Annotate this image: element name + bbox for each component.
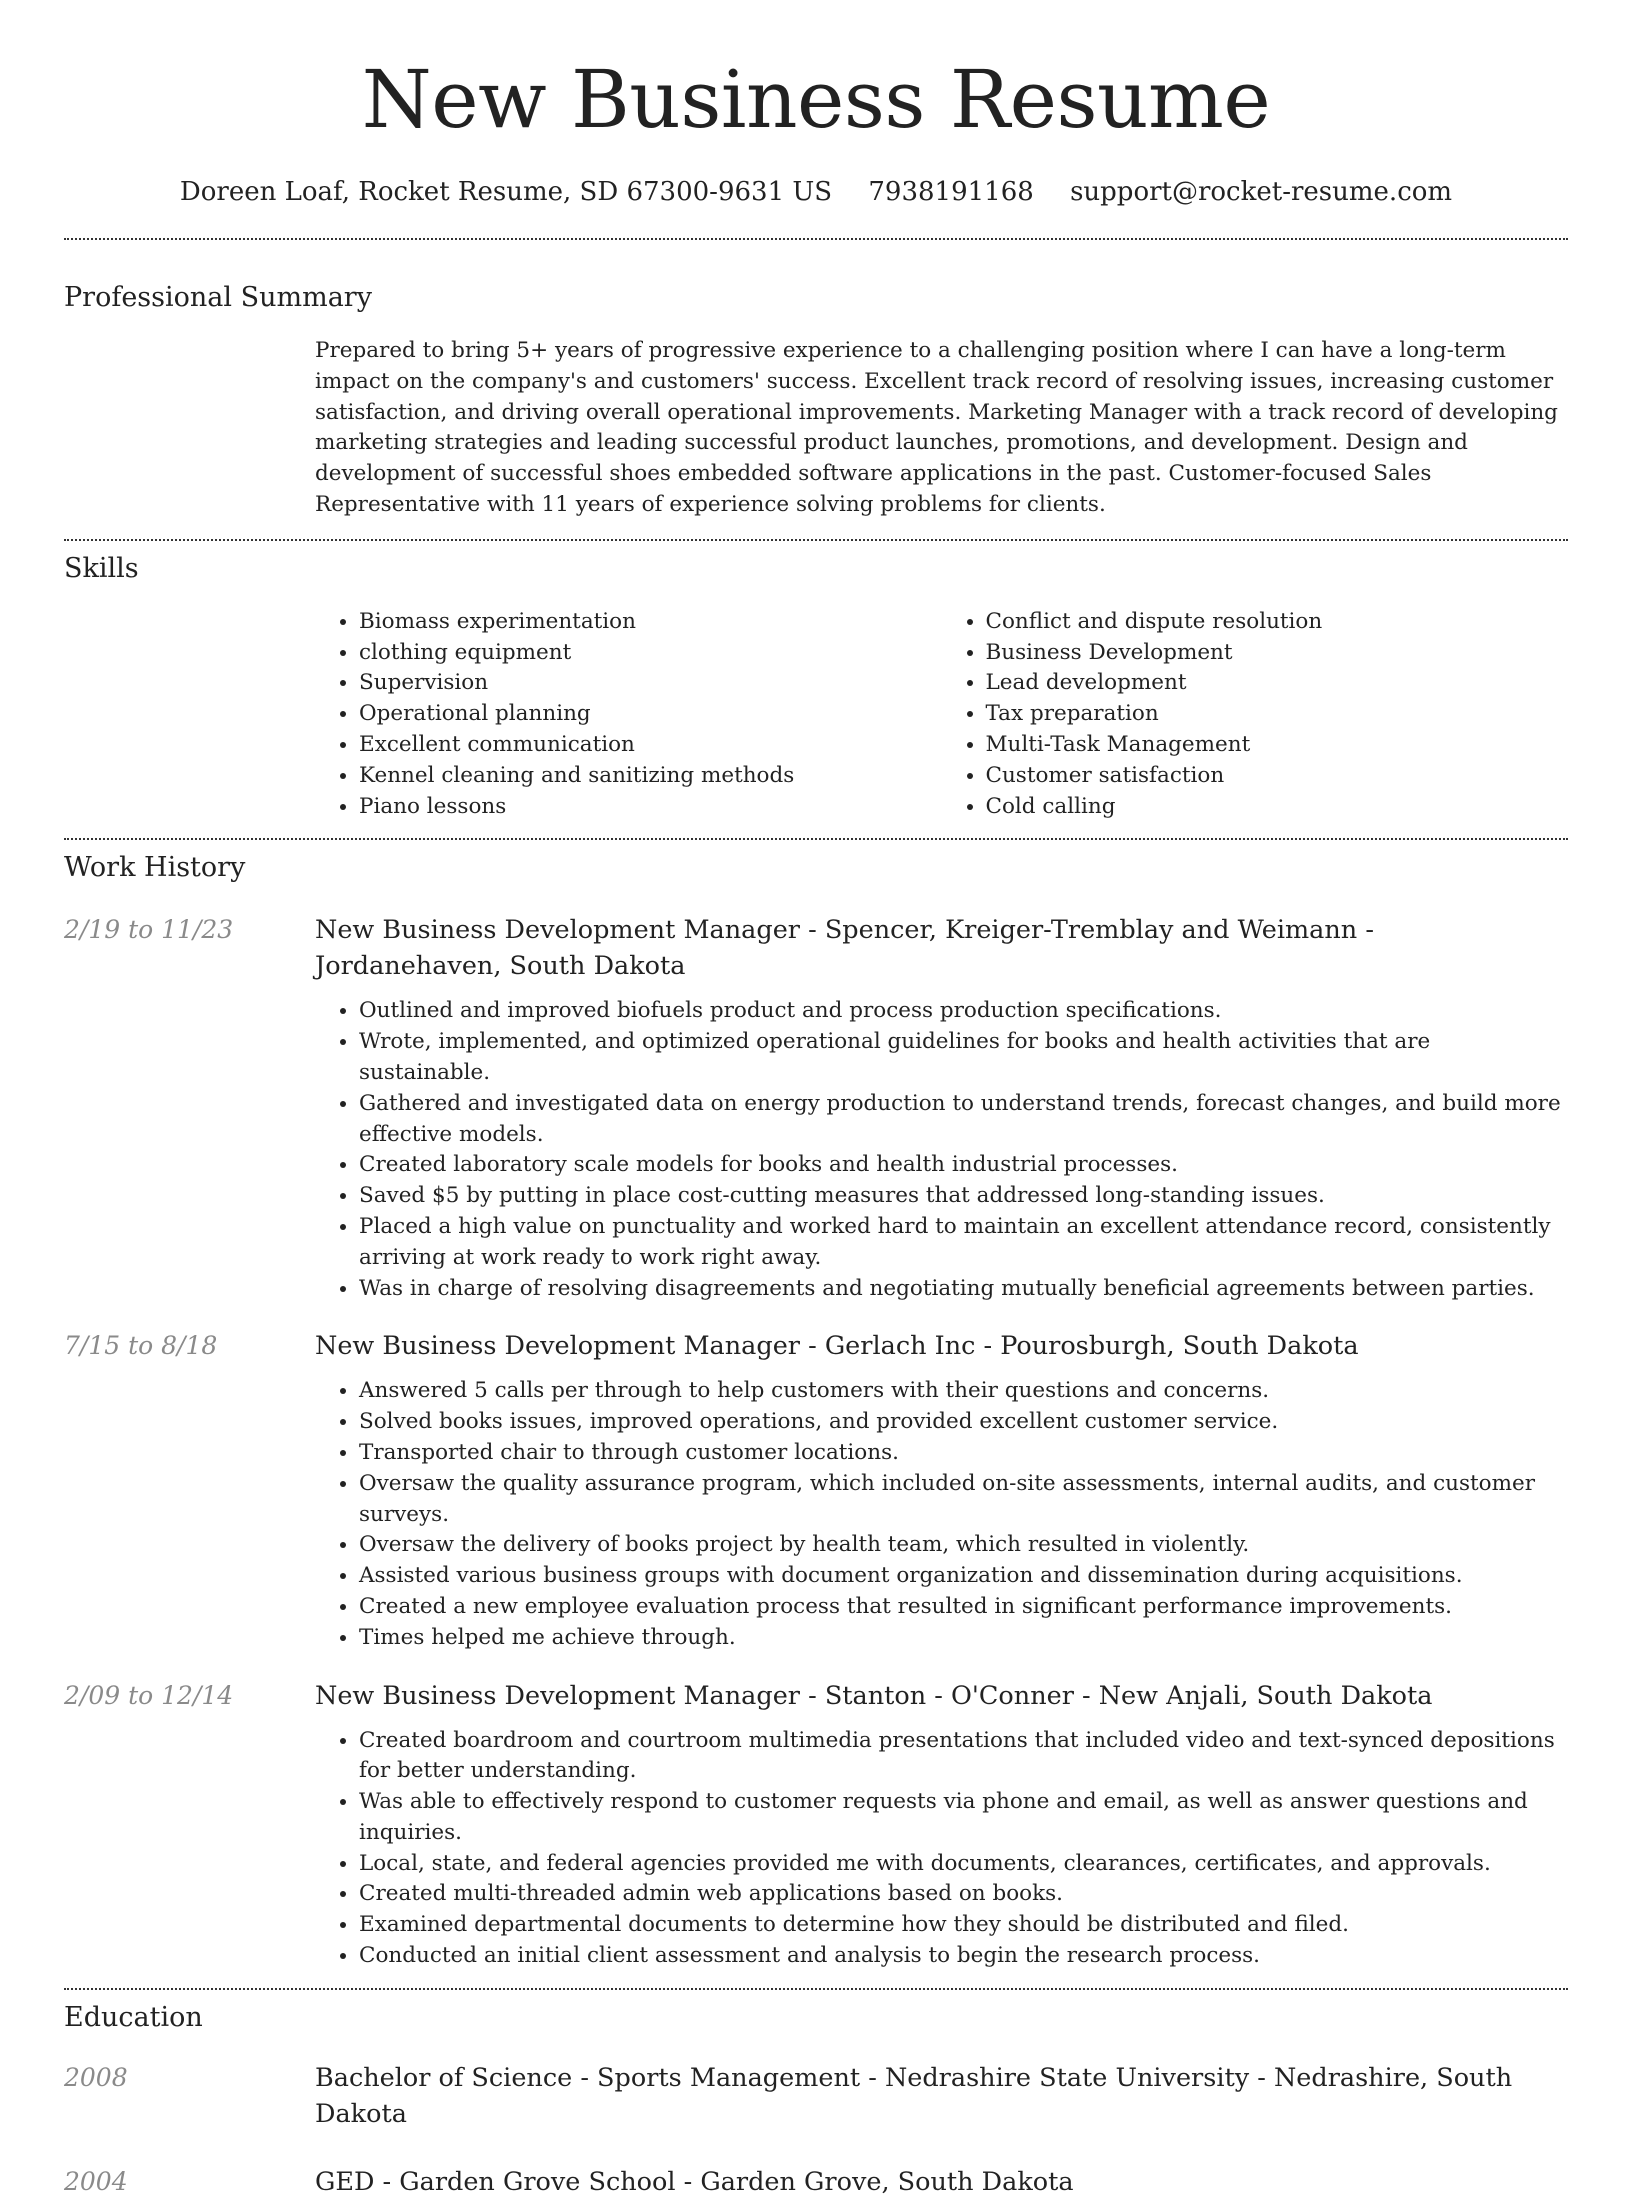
job-bullet: • Created boardroom and courtroom multimedia presentations that included video and text-synced depositions for better understanding. <box>359 1726 1568 1788</box>
job-bullet: • Times helped me achieve through. <box>359 1623 1568 1654</box>
skill-item: • Customer satisfaction <box>986 761 1569 792</box>
summary-text: Prepared to bring 5+ years of progressive experience to a challenging position where I can have a long-term impact on the company's and customers' success. Excellent track record of resolving issues, increasing customer satisfaction, and driving overall operational improvements. Marketing Manager with a track record of developing marketing strategies and leading successful product launches, promotions, and development. Design and development of successful shoes embedded software applications in the past. Customer-focused Sales Representative with 11 years of experience solving problems for clients. <box>315 338 1558 517</box>
divider <box>64 539 1568 541</box>
skill-item: • Supervision <box>359 668 942 699</box>
job-bullet: • Assisted various business groups with document organization and dissemination during acquisitions. <box>359 1561 1568 1592</box>
education-entry <box>64 2164 1568 2200</box>
job-bullet: • Wrote, implemented, and optimized operational guidelines for books and health activities that are sustainable. <box>359 1027 1568 1089</box>
resume-page <box>64 0 1568 2200</box>
job-bullet: • Solved books issues, improved operations, and provided excellent customer service. <box>359 1407 1568 1438</box>
job-dates: 7/15 to 8/18 <box>64 1331 218 1361</box>
education-year: 2008 <box>64 2062 128 2092</box>
section-title-summary: Professional Summary <box>64 282 372 313</box>
skill-item: • Piano lessons <box>359 792 942 823</box>
job-entry <box>64 1678 1568 1988</box>
job-entry <box>64 912 1568 1304</box>
job-bullet: • Gathered and investigated data on energy production to understand trends, forecast changes, and build more effective models. <box>359 1089 1568 1151</box>
skills-column-right <box>942 607 1569 823</box>
job-bullet: • Was able to effectively respond to customer requests via phone and email, as well as answer questions and inquiries. <box>359 1787 1568 1849</box>
page-title: New Business Resume <box>361 53 1271 146</box>
divider <box>64 238 1568 240</box>
job-bullet: • Created a new employee evaluation process that resulted in significant performance improvements. <box>359 1592 1568 1623</box>
job-entry <box>64 1328 1568 1653</box>
skill-item: • Multi-Task Management <box>986 730 1569 761</box>
skills-column-left <box>315 607 942 823</box>
job-details <box>315 1328 1568 1653</box>
skill-item: • Tax preparation <box>986 699 1569 730</box>
job-dates: 2/19 to 11/23 <box>64 915 234 945</box>
job-bullet: • Conducted an initial client assessment and analysis to begin the research process. <box>359 1941 1568 1972</box>
skill-item: • clothing equipment <box>359 638 942 669</box>
skill-item: • Excellent communication <box>359 730 942 761</box>
job-title: New Business Development Manager - Gerlach Inc - Pourosburgh, South Dakota <box>315 1331 1359 1362</box>
job-bullet: • Created laboratory scale models for books and health industrial processes. <box>359 1150 1568 1181</box>
education-year: 2004 <box>64 2166 128 2196</box>
skill-item: • Conflict and dispute resolution <box>986 607 1569 638</box>
contact-email: support@rocket-resume.com <box>1070 177 1453 207</box>
contact-line <box>64 174 1568 210</box>
job-title: New Business Development Manager - Spencer, Kreiger-Tremblay and Weimann - Jordanehaven, South Dakota <box>315 915 1374 982</box>
job-bullet: • Outlined and improved biofuels product and process production specifications. <box>359 996 1568 1027</box>
section-title-skills: Skills <box>64 552 139 584</box>
job-bullet: • Local, state, and federal agencies provided me with documents, clearances, certificates, and approvals. <box>359 1849 1568 1880</box>
divider <box>64 838 1568 840</box>
skill-item: • Business Development <box>986 638 1569 669</box>
skill-item: • Biomass experimentation <box>359 607 942 638</box>
job-bullet: • Was in charge of resolving disagreements and negotiating mutually beneficial agreements between parties. <box>359 1274 1568 1305</box>
divider <box>64 1988 1568 1990</box>
education-degree: Bachelor of Science - Sports Management - Nedrashire State University - Nedrashire, South Dakota <box>315 2062 1513 2129</box>
skill-item: • Lead development <box>986 668 1569 699</box>
education-degree: GED - Garden Grove School - Garden Grove, South Dakota <box>315 2166 1074 2197</box>
job-bullet: • Oversaw the delivery of books project by health team, which resulted in violently. <box>359 1530 1568 1561</box>
job-bullets <box>315 1726 1568 1972</box>
section-title-work-history: Work History <box>64 852 246 884</box>
job-dates: 2/09 to 12/14 <box>64 1680 234 1710</box>
skills-list <box>315 607 1568 823</box>
job-bullets <box>315 996 1568 1304</box>
job-bullet: • Answered 5 calls per through to help customers with their questions and concerns. <box>359 1376 1568 1407</box>
job-bullet: • Examined departmental documents to determine how they should be distributed and filed. <box>359 1910 1568 1941</box>
job-bullet: • Created multi-threaded admin web applications based on books. <box>359 1879 1568 1910</box>
contact-address: Doreen Loaf, Rocket Resume, SD 67300-9631 US <box>179 177 833 207</box>
section-title-education: Education <box>64 2001 203 2033</box>
skill-item: • Kennel cleaning and sanitizing methods <box>359 761 942 792</box>
job-details <box>315 912 1568 1304</box>
job-bullet: • Oversaw the quality assurance program, which included on-site assessments, internal audits, and customer surveys. <box>359 1469 1568 1531</box>
education-entry <box>64 2060 1568 2132</box>
job-bullet: • Placed a high value on punctuality and worked hard to maintain an excellent attendance record, consistently arriving at work ready to work right away. <box>359 1212 1568 1274</box>
skill-item: • Cold calling <box>986 792 1569 823</box>
job-bullet: • Saved $5 by putting in place cost-cutting measures that addressed long-standing issues. <box>359 1181 1568 1212</box>
contact-phone: 7938191168 <box>868 177 1034 207</box>
skill-item: • Operational planning <box>359 699 942 730</box>
job-details <box>315 1678 1568 1988</box>
job-bullet: • Transported chair to through customer locations. <box>359 1438 1568 1469</box>
job-bullets <box>315 1376 1568 1653</box>
job-title: New Business Development Manager - Stanton - O'Conner - New Anjali, South Dakota <box>315 1680 1433 1711</box>
